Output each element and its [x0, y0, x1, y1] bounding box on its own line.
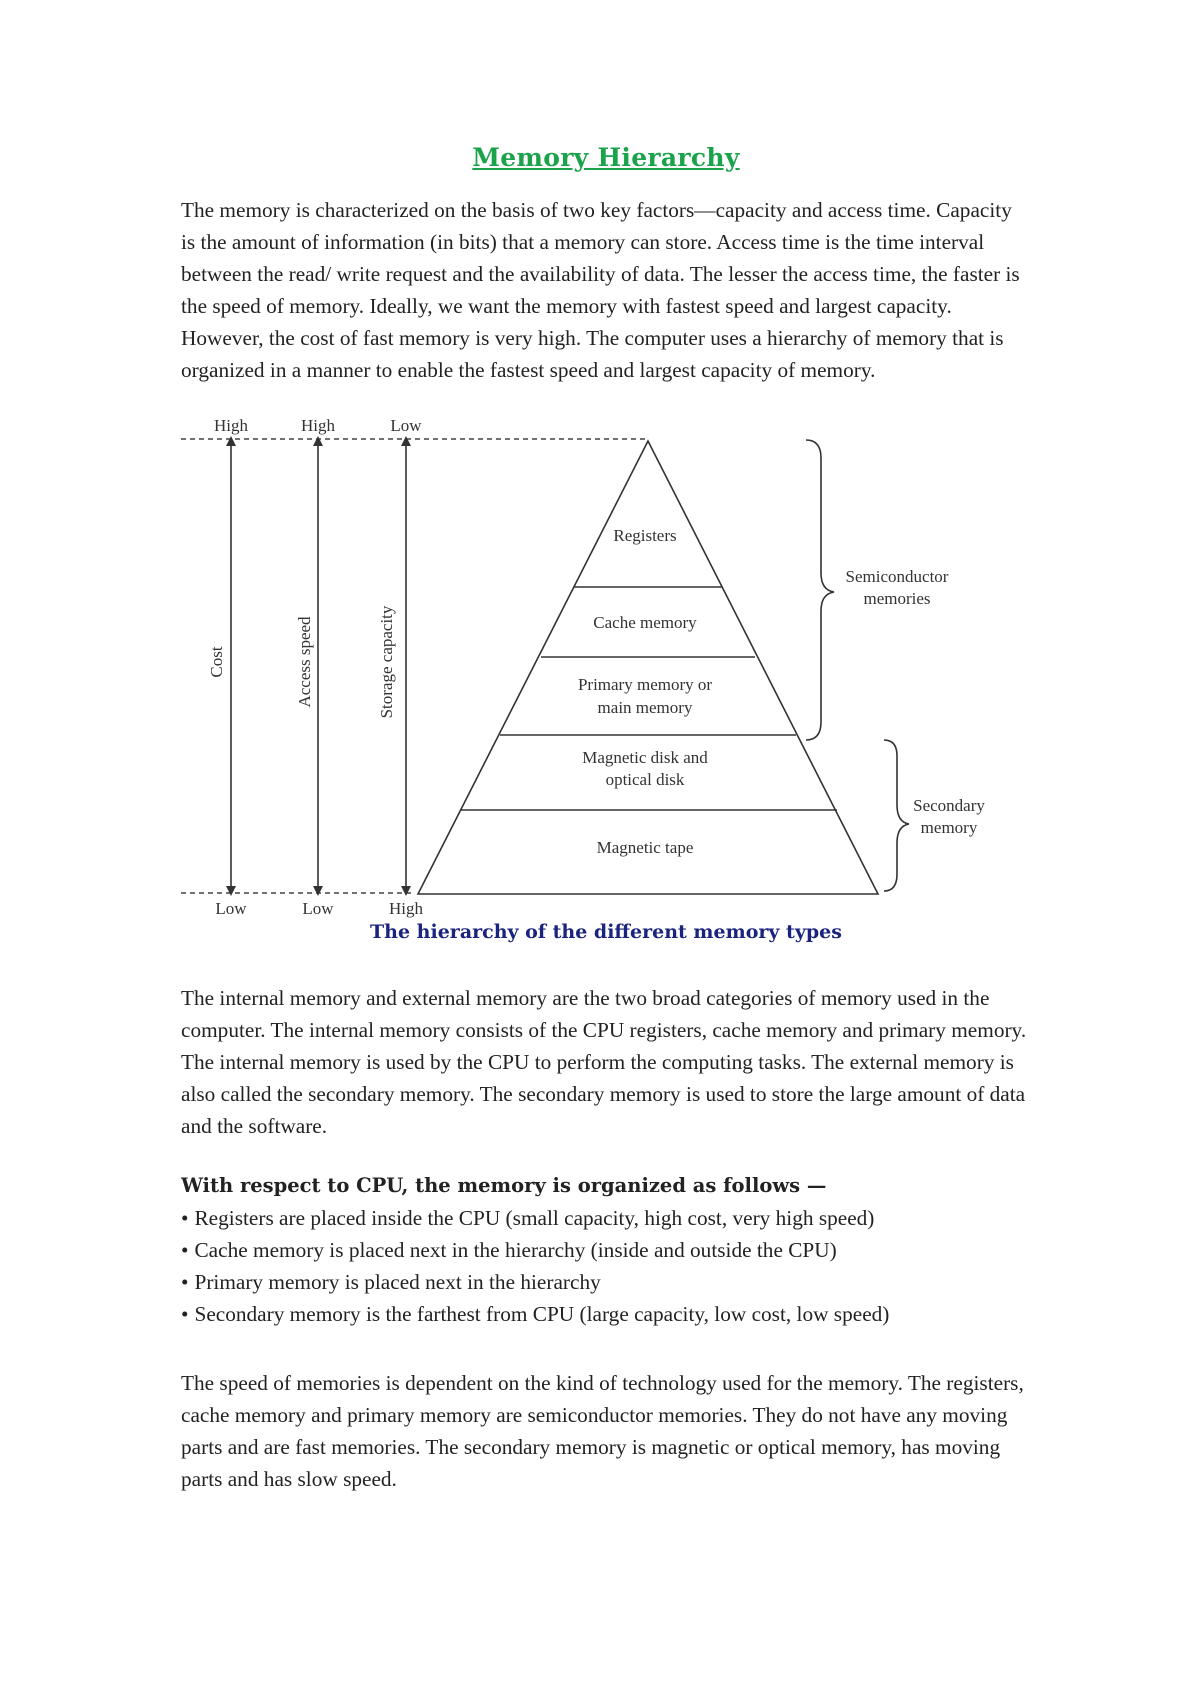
list-item-text: Secondary memory is the farthest from CPU (large capacity, low cost, low speed)	[194, 1302, 890, 1326]
bullet: •	[181, 1270, 189, 1294]
pyramid-outline	[418, 441, 878, 894]
semiconductor-brace	[806, 440, 834, 740]
storage-capacity-top-label: Low	[390, 416, 422, 435]
bullet: •	[181, 1302, 189, 1326]
access-speed-bottom-label: Low	[302, 899, 334, 918]
bullet: •	[181, 1206, 189, 1230]
level-magnetic-tape: Magnetic tape	[596, 838, 694, 857]
semiconductor-group-line1: Semiconductor	[845, 567, 949, 586]
list-item-text: Primary memory is placed next in the hierarchy	[194, 1270, 601, 1294]
access-speed-top-label: High	[301, 416, 335, 435]
level-magnetic-disk-line2: optical disk	[605, 770, 685, 789]
storage-capacity-axis-label: Storage capacity	[377, 605, 396, 719]
figure-caption: The hierarchy of the different memory types	[370, 921, 842, 943]
page-title: Memory Hierarchy	[472, 143, 740, 172]
secondary-group-line2: memory	[920, 818, 978, 837]
list-item-text: Registers are placed inside the CPU (small capacity, high cost, very high speed)	[194, 1206, 875, 1230]
cost-bottom-label: Low	[215, 899, 247, 918]
storage-capacity-bottom-label: High	[389, 899, 423, 918]
level-primary-memory-line1: Primary memory or	[577, 675, 713, 694]
access-speed-axis-label: Access speed	[295, 616, 314, 708]
level-primary-memory-line2: main memory	[597, 698, 693, 717]
semiconductor-group-line2: memories	[863, 589, 931, 608]
bullet: •	[181, 1238, 189, 1262]
list-item-text: Cache memory is placed next in the hierarchy (inside and outside the CPU)	[194, 1238, 837, 1262]
intro-paragraph: The memory is characterized on the basis of two key factors—capacity and access time. Capacity is the amount of information (in bits) that a memory can store. Access time is the time interval between the read/ write request and the availability of data. The lesser the access time, the faster is the speed of memory. Ideally, we want the memory with fastest speed and largest capacity. However, the cost of fast memory is very high. The computer uses a hierarchy of memory that is organized in a manner to enable the fastest speed and largest capacity of memory.	[181, 198, 1020, 382]
level-cache-memory: Cache memory	[593, 613, 697, 632]
level-registers: Registers	[613, 526, 677, 545]
secondary-brace	[884, 740, 909, 891]
cost-axis-label: Cost	[207, 646, 226, 678]
speed-paragraph: The speed of memories is dependent on the kind of technology used for the memory. The registers, cache memory and primary memory are semiconductor memories. They do not have any moving parts and are fast memories. The secondary memory is magnetic or optical memory, has moving parts and has slow speed.	[181, 1371, 1024, 1491]
internal-memory-paragraph: The internal memory and external memory are the two broad categories of memory used in the computer. The internal memory consists of the CPU registers, cache memory and primary memory. The internal memory is used by the CPU to perform the computing tasks. The external memory is also called the secondary memory. The secondary memory is used to store the large amount of data and the software.	[181, 986, 1027, 1138]
cost-top-label: High	[214, 416, 248, 435]
secondary-group-line1: Secondary	[913, 796, 985, 815]
level-magnetic-disk-line1: Magnetic disk and	[582, 748, 708, 767]
organization-heading: With respect to CPU, the memory is organized as follows —	[181, 1174, 827, 1197]
